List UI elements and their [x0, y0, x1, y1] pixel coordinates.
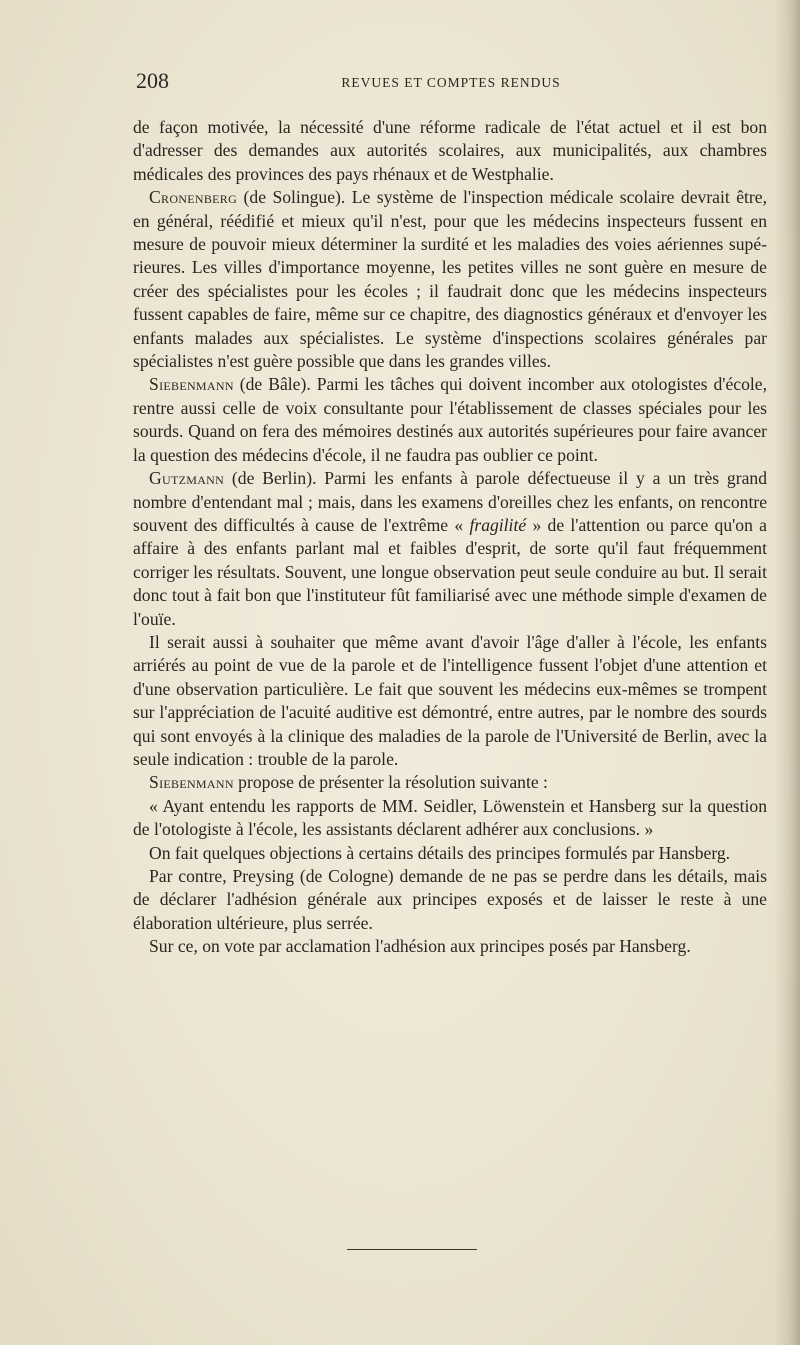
- paragraph-text: Par contre, Preysing (de Cologne) demande de ne pas se perdre dans les détails, mais de déclarer l'adhésion générale aux principes exposés et de laisser le reste à une élaboration ultérieure, plus serrée.: [133, 866, 767, 933]
- paragraph-text: Sur ce, on vote par acclamation l'adhésion aux principes posés par Hansberg.: [149, 936, 691, 957]
- paragraph-gutzmann: [133, 467, 767, 631]
- speaker-name: Cronenberg: [149, 187, 238, 208]
- emphasis-text: fragilité: [469, 514, 527, 535]
- paragraph-gutzmann-continued: [133, 631, 767, 771]
- paragraph-cronenberg: [133, 186, 767, 373]
- paragraph-text: (de Berlin). Parmi les enfants à parole défectueuse il y a un très grand nombre d'entendant mal ; mais, dans les examens d'oreilles chez les enfants, on rencontre souvent des difficultés à cause de l'extrême «: [133, 468, 767, 535]
- paragraph-vote: [133, 935, 767, 958]
- speaker-name: Gutzmann: [149, 468, 225, 489]
- paragraph-preysing: [133, 865, 767, 935]
- paragraph-resolution-quote: [133, 795, 767, 842]
- paragraph-text: On fait quelques objections à certains détails des principes formulés par Hansberg.: [149, 842, 731, 863]
- paragraph-siebenmann-proposal: [133, 771, 767, 794]
- paragraph-objections: [133, 842, 767, 865]
- speaker-name: Siebenmann: [149, 772, 234, 793]
- paragraph-text: « Ayant entendu les rapports de MM. Seidler, Löwenstein et Hansberg sur la question de l'otologiste à l'école, les assistants déclarent adhérer aux conclusions. »: [133, 795, 767, 840]
- paragraph-text: Il serait aussi à souhaiter que même avant d'avoir l'âge d'aller à l'école, les enfants arriérés au point de vue de la parole et de l'intelligence fussent l'objet d'une attention et d'une observation particulière. Le fait que souvent les médecins eux-mêmes se trompent sur l'appréciation de l'acuité auditive est démontré, entre autres, par le nombre des sourds qui sont envoyés à la clinique des maladies de la parole de l'Université de Berlin, avec la seule indication : trouble de la parole.: [133, 631, 767, 769]
- paragraph-text: (de Bâle). Parmi les tâches qui doivent incomber aux otologistes d'école, rentre aussi celle de voix consultante pour l'établissement de classes spéciales pour les sourds. Quand on fera des mémoires destinés aux autorités supérieures pour faire avancer la question des médecins d'école, il ne faudra pas oublier ce point.: [133, 374, 767, 465]
- article-body: [133, 116, 767, 959]
- paragraph-text: propose de présenter la résolution suivante :: [233, 772, 548, 793]
- paragraph-text: » de l'attention ou parce qu'on a affaire à des enfants parlant mal et faibles d'esprit, de sorte qu'il faut fréquemment corriger les résultats. Souvent, une longue observation peut seule conduire au but. Il serait donc tout à fait bon que l'instituteur fût familiarisé avec une méthode simple d'examen de l'ouïe.: [133, 514, 767, 629]
- page-number: 208: [136, 68, 169, 93]
- end-rule: [347, 1249, 477, 1250]
- running-head: REVUES ET COMPTES RENDUS: [341, 75, 561, 90]
- paragraph-text: (de Solingue). Le système de l'inspection médicale scolaire devrait être, en général, réédifié et mieux qu'il n'est, pour que les médecins inspecteurs fussent en mesure de pouvoir mieux déterminer la surdité et les maladies des voies aériennes supérieures. Les villes d'importance moyenne, les petites villes ne sont guère en mesure de créer des spécialistes pour les écoles ; il faudrait donc que les médecins inspecteurs fussent capables de faire, même sur ce chapitre, des diagnostics généraux et d'envoyer les enfants malades aux spécialistes. Le système d'inspections scolaires générales par spécialistes n'est guère possible que dans les grandes villes.: [133, 187, 767, 372]
- paragraph-continuation: [133, 116, 767, 186]
- speaker-name: Siebenmann: [149, 374, 234, 395]
- paragraph-siebenmann: [133, 373, 767, 467]
- paragraph-text: de façon motivée, la nécessité d'une réforme radicale de l'état actuel et il est bon d'adresser des demandes aux autorités scolaires, aux municipalités, aux chambres médicales des provinces des pays rhénaux et de Westphalie.: [133, 117, 767, 184]
- page-header: [136, 68, 766, 98]
- page-edge-shadow: [774, 0, 800, 1345]
